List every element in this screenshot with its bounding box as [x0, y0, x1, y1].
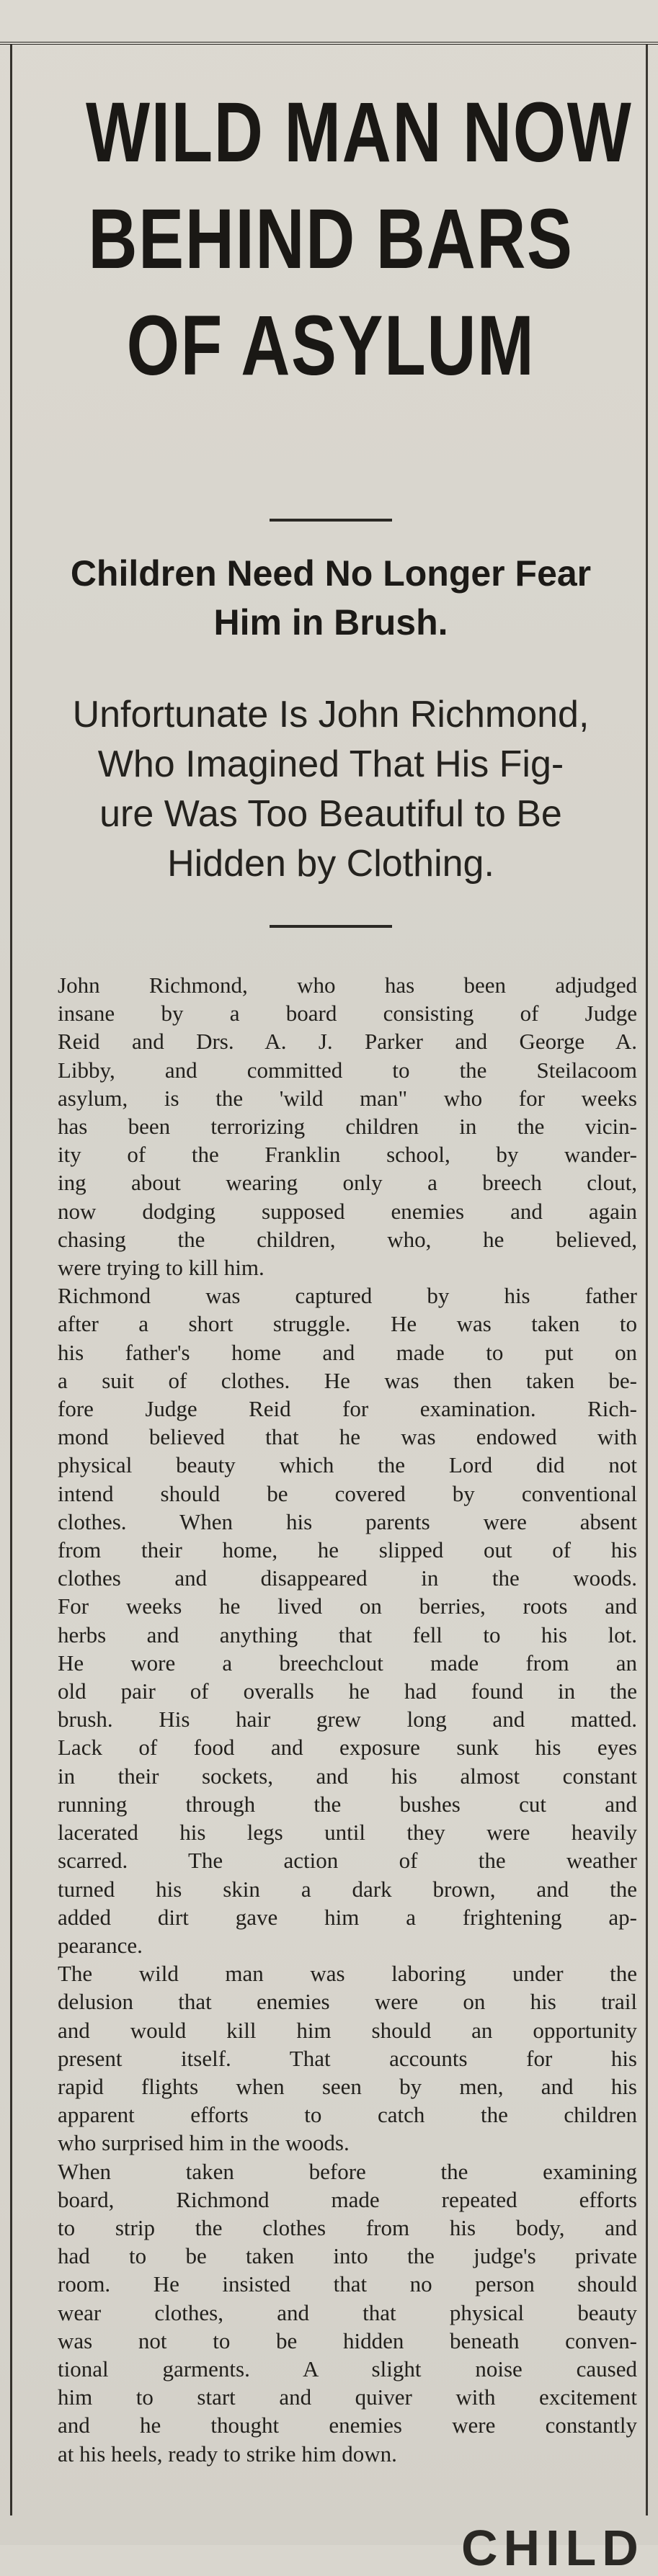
paragraph-line: For weeks he lived on berries, roots and [58, 1593, 637, 1619]
subheadline-line: Children Need No Longer Fear [70, 553, 592, 594]
paragraph-line: Reid and Drs. A. J. Parker and George A. [58, 1029, 637, 1055]
paragraph-line: lacerated his legs until they were heavily [58, 1820, 637, 1846]
paragraph-line: delusion that enemies were on his trail [58, 1989, 637, 2015]
headline-line: WILD MAN NOW [86, 85, 633, 180]
paragraph-line: rapid flights when seen by men, and his [58, 2073, 637, 2099]
paragraph-line: were trying to kill him. [58, 1255, 264, 1281]
top-column-rule [0, 42, 658, 45]
paragraph-line: wear clothes, and that physical beauty [58, 2299, 637, 2325]
paragraph-line: his father's home and made to put on [58, 1339, 637, 1365]
paragraph-line: tional garments. A slight noise caused [58, 2356, 637, 2382]
paragraph-line: added dirt gave him a frightening ap- [58, 1904, 637, 1930]
subheadline [25, 549, 637, 647]
paragraph-line: after a short struggle. He was taken to [58, 1311, 637, 1337]
paragraph-line: board, Richmond made repeated efforts [58, 2186, 637, 2212]
paragraph-line: from their home, he slipped out of his [58, 1537, 637, 1563]
article-column [25, 50, 637, 2468]
paragraph-line: a suit of clothes. He was then taken be- [58, 1367, 637, 1393]
article-paragraph [25, 1282, 637, 1959]
paragraph-line: Richmond was captured by his father [58, 1283, 637, 1309]
paragraph-line: clothes and disappeared in the woods. [58, 1565, 637, 1591]
article-body [25, 971, 637, 2468]
paragraph-line: fore Judge Reid for examination. Rich- [58, 1396, 637, 1422]
paragraph-line: clothes. When his parents were absent [58, 1508, 637, 1534]
paragraph-line: chasing the children, who, he believed, [58, 1226, 637, 1252]
paragraph-line: now dodging supposed enemies and again [58, 1198, 637, 1224]
left-column-rule [10, 45, 12, 2515]
paragraph-line: Lack of food and exposure sunk his eyes [58, 1735, 637, 1761]
paragraph-line: had to be taken into the judge's private [58, 2243, 637, 2269]
paragraph-line: ity of the Franklin school, by wander- [58, 1142, 637, 1168]
paragraph-line: room. He insisted that no person should [58, 2271, 637, 2297]
paragraph-line: in their sockets, and his almost constant [58, 1763, 637, 1789]
paragraph-line: ing about wearing only a breech clout, [58, 1170, 637, 1196]
article-paragraph [25, 2157, 637, 2468]
paragraph-line: herbs and anything that fell to his lot. [58, 1622, 637, 1647]
deck-line: Hidden by Clothing. [167, 843, 494, 885]
next-headline-text: CHILD [461, 2520, 644, 2576]
headline-divider [270, 519, 392, 522]
deck-divider [270, 925, 392, 928]
paragraph-line: scarred. The action of the weather [58, 1848, 637, 1874]
paragraph-line: Libby, and committed to the Steilacoom [58, 1057, 637, 1083]
paragraph-line: asylum, is the 'wild man" who for weeks [58, 1085, 637, 1111]
paragraph-line: and would kill him should an opportunity [58, 2017, 637, 2043]
paragraph-line: The wild man was laboring under the [58, 1961, 637, 1987]
paragraph-line: was not to be hidden beneath conven- [58, 2327, 637, 2353]
deck [25, 690, 637, 889]
paragraph-line: He wore a breechclout made from an [58, 1650, 637, 1676]
paragraph-line: old pair of overalls he had found in the [58, 1678, 637, 1704]
paragraph-line: present itself. That accounts for his [58, 2045, 637, 2071]
paragraph-line: insane by a board consisting of Judge [58, 1001, 637, 1027]
article-paragraph [25, 1959, 637, 2157]
deck-line: Unfortunate Is John Richmond, [72, 694, 590, 735]
headline-line: BEHIND BARS [88, 192, 574, 287]
article-paragraph [25, 971, 637, 1282]
subheadline-line: Him in Brush. [213, 602, 448, 643]
paragraph-line: turned his skin a dark brown, and the [58, 1876, 637, 1902]
deck-line: ure Was Too Beautiful to Be [99, 793, 562, 835]
paragraph-line: John Richmond, who has been adjudged [58, 972, 637, 998]
paragraph-line: pearance. [58, 1932, 143, 1958]
paragraph-line: at his heels, ready to strike him down. [58, 2441, 397, 2467]
paragraph-line: physical beauty which the Lord did not [58, 1452, 637, 1478]
right-column-rule [646, 45, 648, 2515]
paragraph-line: apparent efforts to catch the children [58, 2102, 637, 2128]
headline [86, 50, 633, 411]
next-article-headline-fragment [461, 2507, 649, 2576]
paragraph-line: has been terrorizing children in the vicin- [58, 1114, 637, 1140]
paragraph-line: him to start and quiver with excitement [58, 2384, 637, 2410]
deck-line: Who Imagined That His Fig- [97, 743, 564, 785]
paragraph-line: who surprised him in the woods. [58, 2130, 350, 2156]
paragraph-line: running through the bushes cut and [58, 1791, 637, 1817]
paragraph-line: mond believed that he was endowed with [58, 1424, 637, 1450]
paragraph-line: brush. His hair grew long and matted. [58, 1707, 637, 1732]
paragraph-line: to strip the clothes from his body, and [58, 2214, 637, 2240]
headline-line: OF ASYLUM [126, 298, 535, 393]
paragraph-line: When taken before the examining [58, 2158, 637, 2184]
paragraph-line: intend should be covered by conventional [58, 1480, 637, 1506]
paragraph-line: and he thought enemies were constantly [58, 2412, 637, 2438]
